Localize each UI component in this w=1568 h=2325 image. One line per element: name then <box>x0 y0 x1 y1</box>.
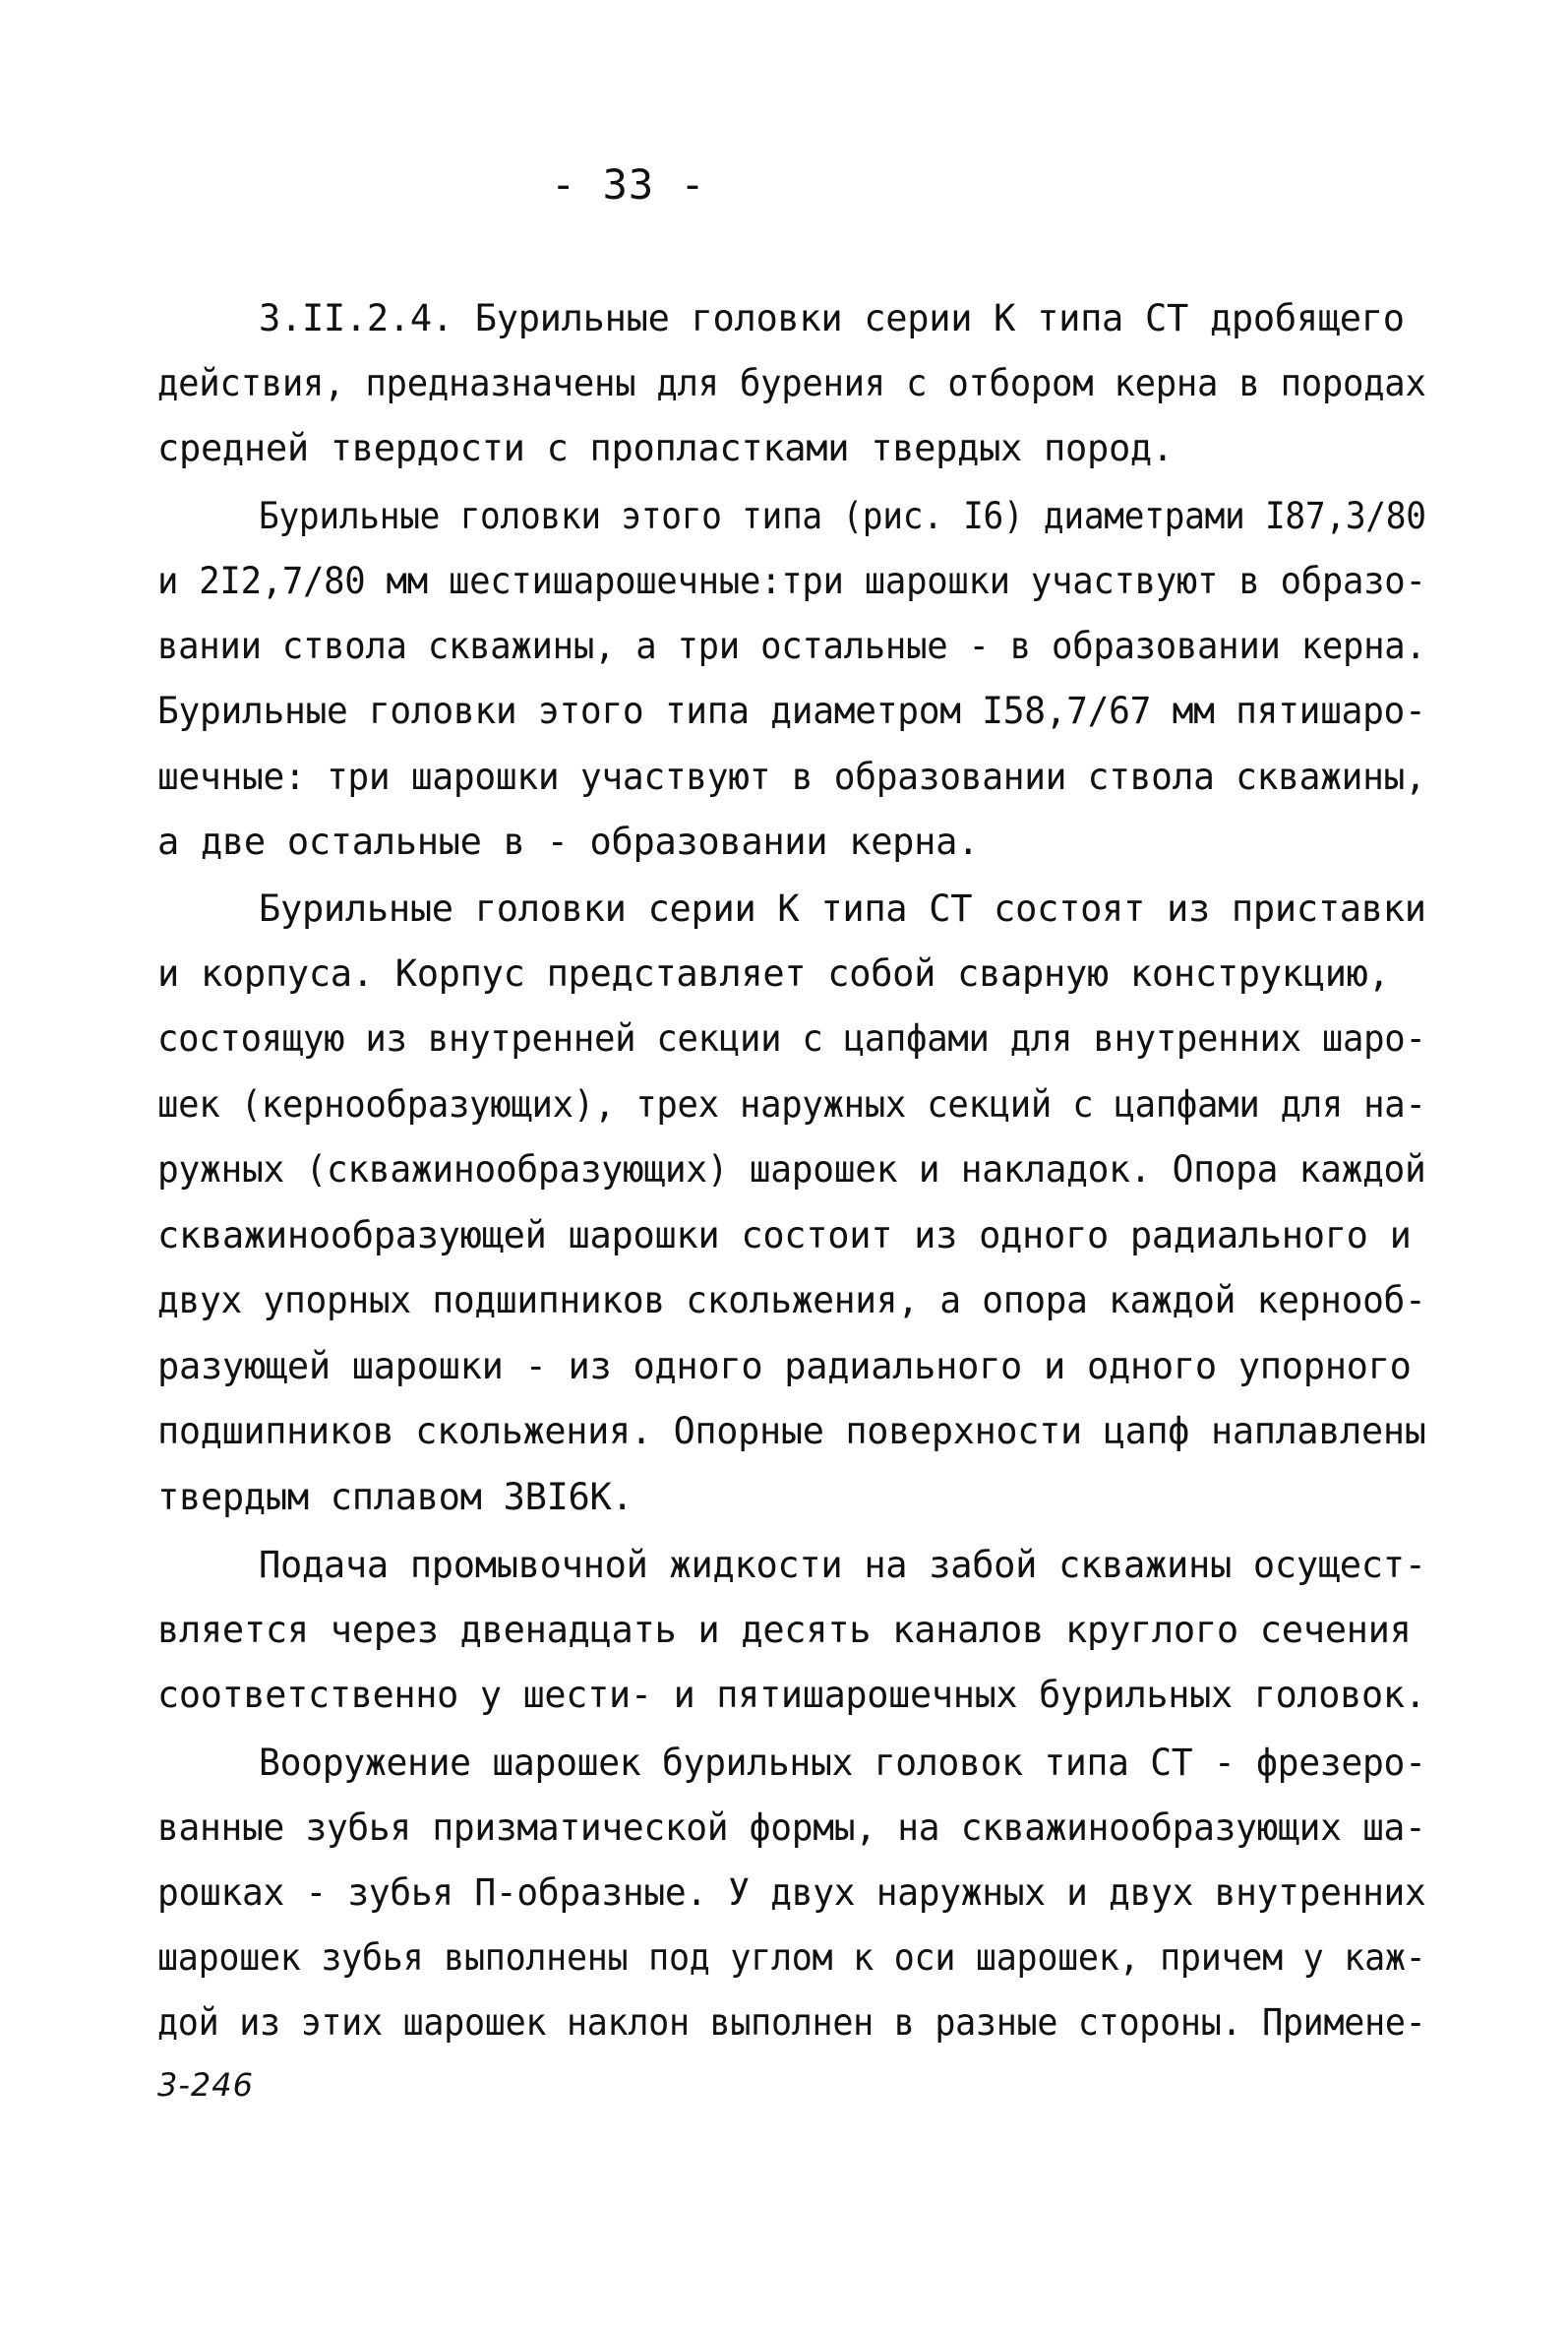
text-line: рошках - зубья П-образные. У двух наружных и двух внутренних <box>157 1871 1426 1914</box>
text-line: разующей шарошки - из одного радиального и одного упорного <box>157 1345 1412 1387</box>
text-line: двух упорных подшипников скольжения, а опора каждой кернооб- <box>157 1279 1426 1321</box>
text-line: скважинообразующей шарошки состоит из одного радиального и <box>157 1214 1412 1256</box>
text-line: шарошек зубья выполнены под углом к оси шарошек, причем у каж- <box>157 1936 1426 1979</box>
text-line: Бурильные головки этого типа (рис. I6) диаметрами I87,3/80 <box>259 495 1426 537</box>
text-line: шек (кернообразующих), трех наружных секций с цапфами для на- <box>157 1083 1426 1126</box>
text-line: Бурильные головки серии К типа СТ состоят из приставки <box>259 887 1426 930</box>
text-line: дой из этих шарошек наклон выполнен в разные стороны. Примене- <box>157 2001 1426 2044</box>
handwritten-note: 3-246 <box>157 2066 254 2104</box>
text-line: ружных (скважинообразующих) шарошек и накладок. Опора каждой <box>157 1148 1426 1191</box>
text-line: а две остальные в - образовании керна. <box>157 821 980 863</box>
text-line: Вооружение шарошек бурильных головок типа СТ - фрезеро- <box>259 1742 1426 1784</box>
text-line: шечные: три шарошки участвуют в образовании ствола скважины, <box>157 756 1426 798</box>
text-line: подшипников скольжения. Опорные поверхности цапф наплавлены <box>157 1410 1426 1452</box>
text-line: действия, предназначены для бурения с отбором керна в породах <box>157 362 1426 404</box>
page-number: - 33 - <box>551 160 706 209</box>
text-line: ванные зубья призматической формы, на скважинообразующих ша- <box>157 1806 1426 1849</box>
text-line: Подача промывочной жидкости на забой скважины осущест- <box>259 1544 1426 1586</box>
text-line: состоящую из внутренней секции с цапфами для внутренних шаро- <box>157 1017 1426 1060</box>
text-line: Бурильные головки этого типа диаметром I58,7/67 мм пятишаро- <box>157 690 1426 732</box>
text-line: и 2I2,7/80 мм шестишарошечные:три шарошки участвуют в образо- <box>157 560 1426 602</box>
text-line: 3.II.2.4. Бурильные головки серии К типа СТ дробящего <box>259 297 1405 339</box>
text-line: вании ствола скважины, а три остальные - в образовании керна. <box>157 625 1426 667</box>
text-line: соответственно у шести- и пятишарошечных бурильных головок. <box>157 1674 1426 1716</box>
text-line: твердым сплавом ЗВI6К. <box>157 1476 633 1518</box>
text-line: средней твердости с пропластками твердых пород. <box>157 427 1174 469</box>
text-line: и корпуса. Корпус представляет собой сварную конструкцию, <box>157 952 1390 995</box>
text-line: вляется через двенадцать и десять каналов круглого сечения <box>157 1609 1412 1651</box>
